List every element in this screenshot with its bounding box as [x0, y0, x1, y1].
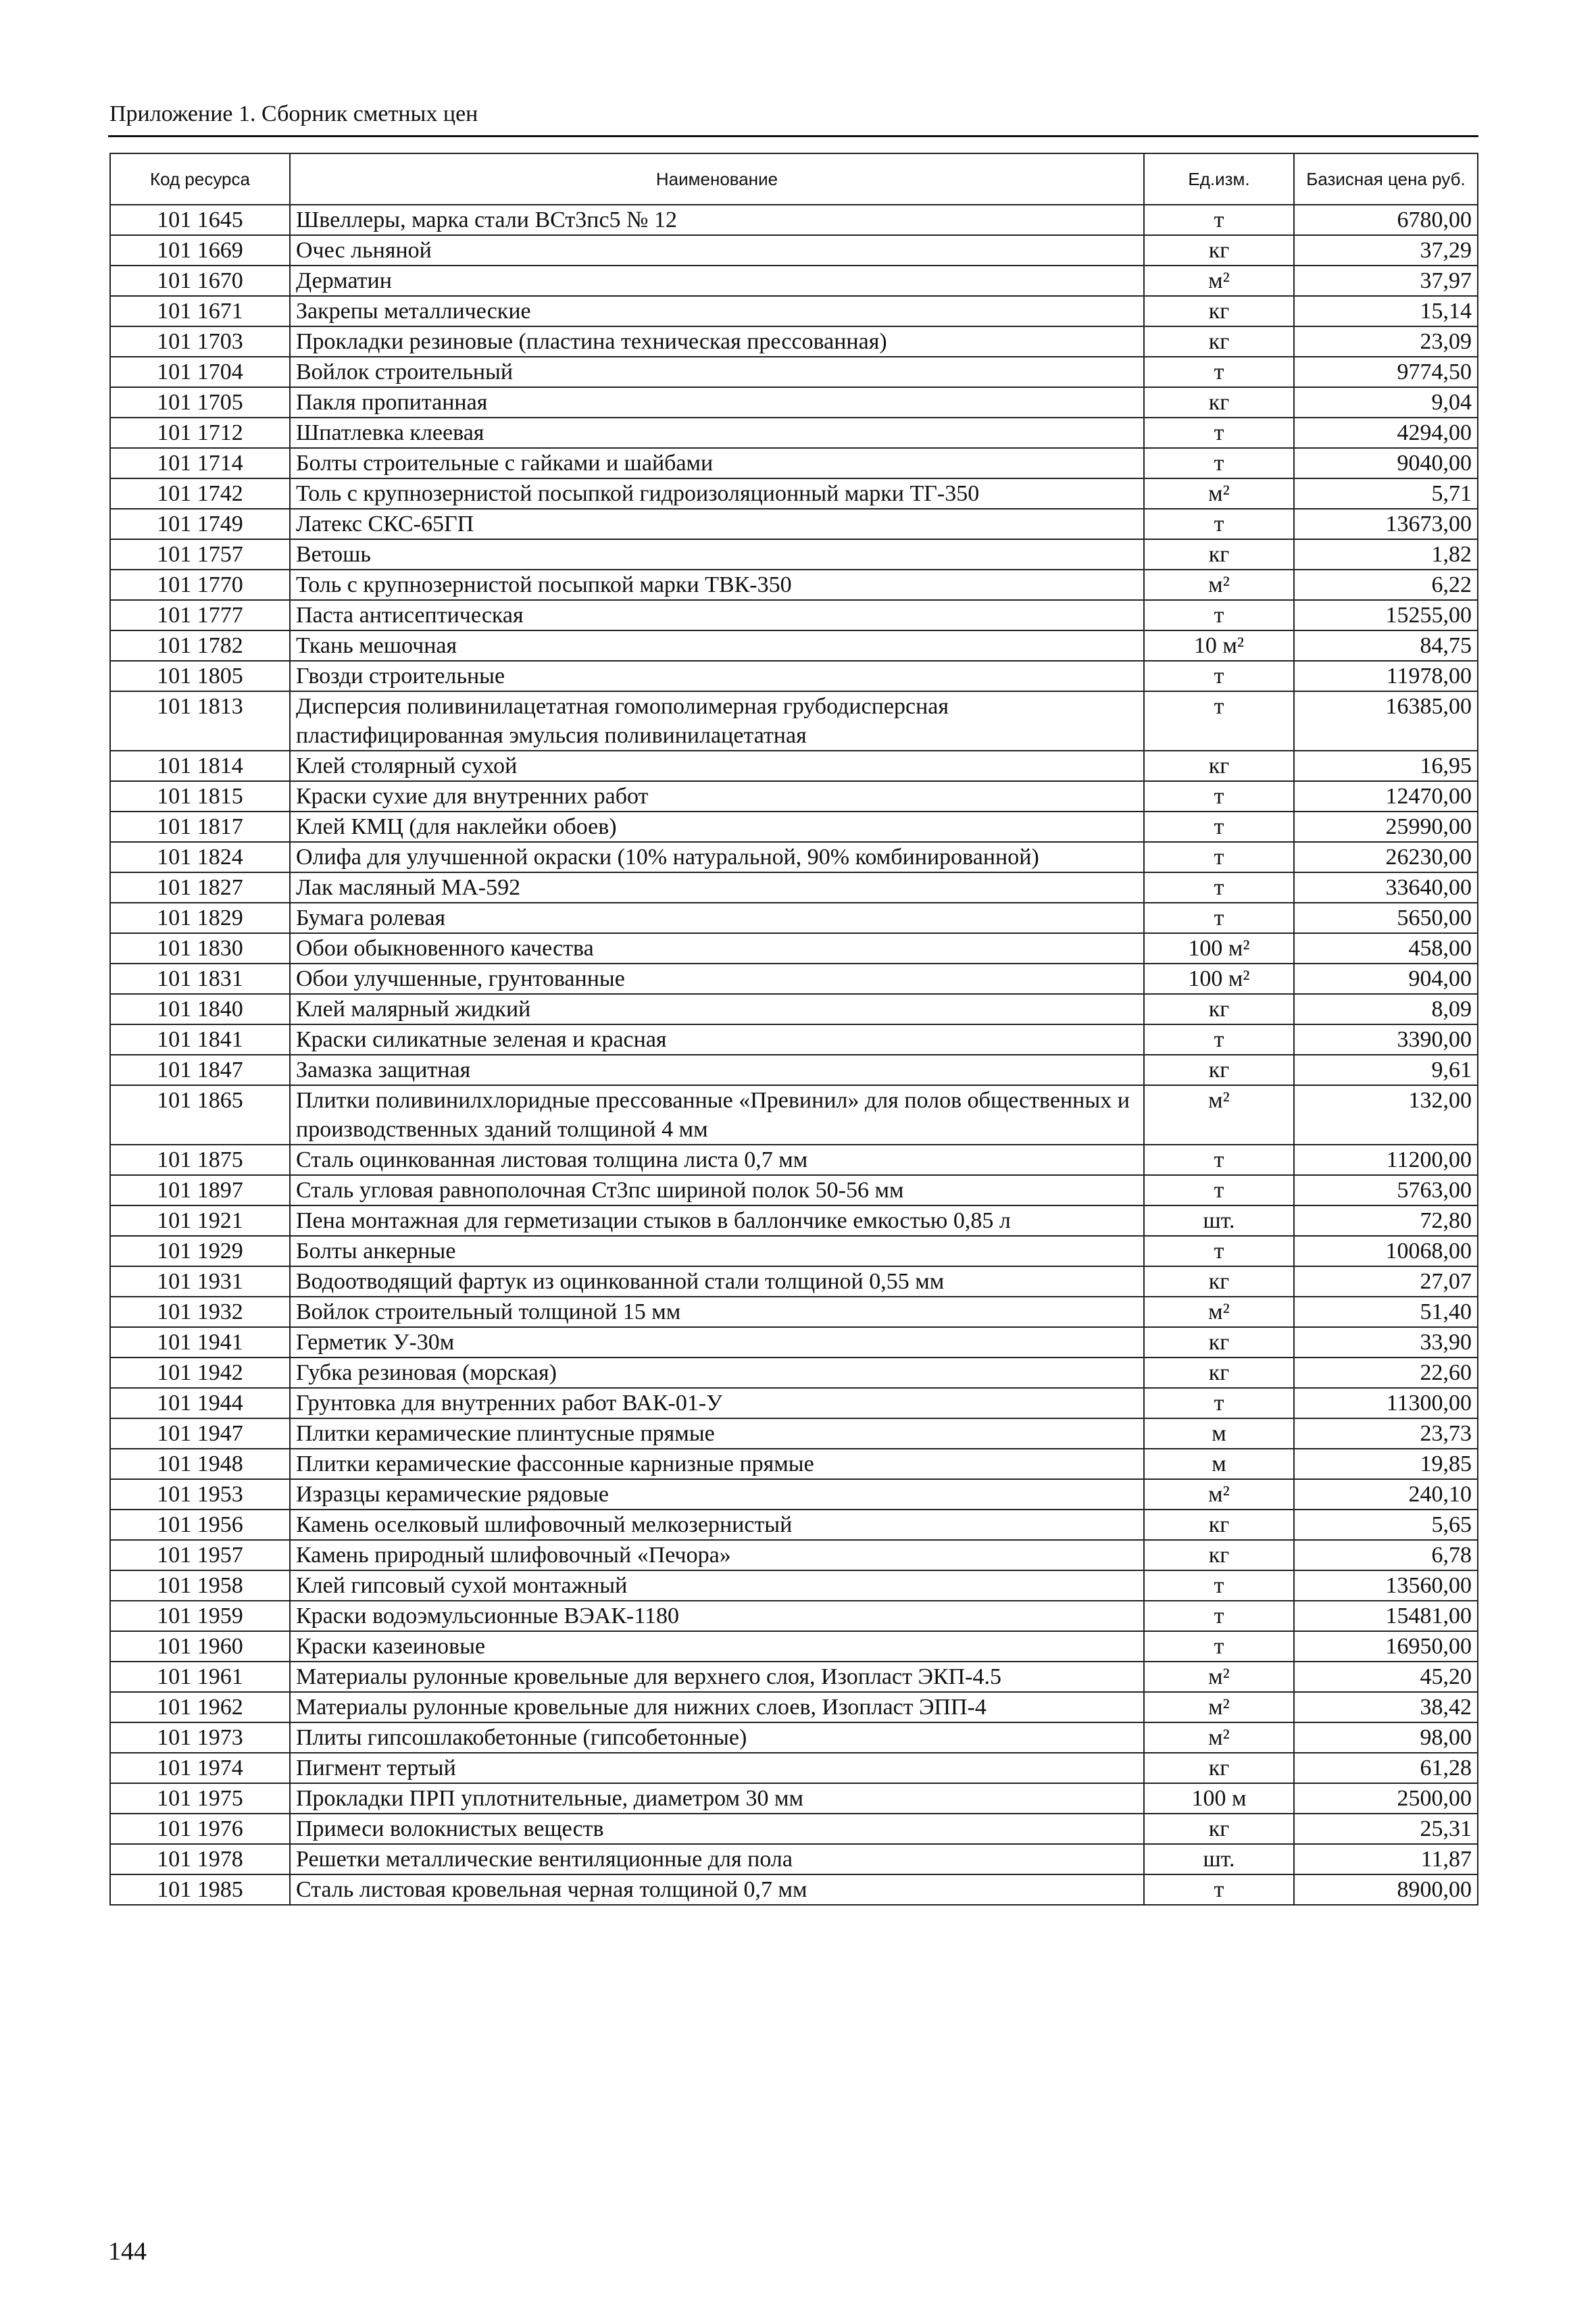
- price-cell: 61,28: [1294, 1753, 1478, 1783]
- name-cell: Клей столярный сухой: [290, 751, 1144, 781]
- resource-code-cell: 101 1941: [110, 1327, 290, 1358]
- price-cell: 3390,00: [1294, 1024, 1478, 1055]
- unit-cell: м: [1144, 1449, 1294, 1479]
- header-divider: [108, 135, 1478, 137]
- table-row: [110, 1783, 1478, 1814]
- price-cell: 16385,00: [1294, 691, 1478, 751]
- unit-cell: м²: [1144, 1479, 1294, 1510]
- table-row: [110, 1236, 1478, 1266]
- unit-cell: т: [1144, 842, 1294, 872]
- name-cell: Лак масляный МА-592: [290, 872, 1144, 903]
- name-cell: Закрепы металлические: [290, 296, 1144, 326]
- table-row: [110, 1722, 1478, 1753]
- column-header-price: Базисная цена руб.: [1294, 153, 1478, 205]
- name-cell: Паста антисептическая: [290, 600, 1144, 630]
- name-cell: Дисперсия поливинилацетатная гомополимерная грубодисперсная пластифицированная эмульсия поливинилацетатная: [290, 691, 1144, 751]
- price-cell: 45,20: [1294, 1662, 1478, 1692]
- name-cell: Губка резиновая (морская): [290, 1358, 1144, 1388]
- table-header-row: [110, 153, 1478, 205]
- table-row: [110, 326, 1478, 357]
- unit-cell: м: [1144, 1418, 1294, 1449]
- unit-cell: кг: [1144, 326, 1294, 357]
- page-header: Приложение 1. Сборник сметных цен: [109, 101, 478, 126]
- price-cell: 8900,00: [1294, 1874, 1478, 1905]
- price-cell: 9,61: [1294, 1055, 1478, 1085]
- unit-cell: т: [1144, 781, 1294, 812]
- price-cell: 9774,50: [1294, 357, 1478, 387]
- resource-code-cell: 101 1824: [110, 842, 290, 872]
- resource-code-cell: 101 1770: [110, 570, 290, 600]
- name-cell: Обои обыкновенного качества: [290, 933, 1144, 964]
- resource-code-cell: 101 1669: [110, 235, 290, 266]
- resource-code-cell: 101 1931: [110, 1266, 290, 1297]
- unit-cell: т: [1144, 1175, 1294, 1205]
- table-row: [110, 842, 1478, 872]
- resource-code-cell: 101 1985: [110, 1874, 290, 1905]
- price-cell: 11200,00: [1294, 1145, 1478, 1175]
- table-row: [110, 1175, 1478, 1205]
- unit-cell: т: [1144, 1024, 1294, 1055]
- table-row: [110, 661, 1478, 691]
- name-cell: Обои улучшенные, грунтованные: [290, 964, 1144, 994]
- resource-code-cell: 101 1847: [110, 1055, 290, 1085]
- price-cell: 12470,00: [1294, 781, 1478, 812]
- name-cell: Шпатлевка клеевая: [290, 418, 1144, 448]
- unit-cell: кг: [1144, 1540, 1294, 1570]
- table-row: [110, 751, 1478, 781]
- table-row: [110, 933, 1478, 964]
- price-cell: 19,85: [1294, 1449, 1478, 1479]
- name-cell: Гвозди строительные: [290, 661, 1144, 691]
- price-cell: 458,00: [1294, 933, 1478, 964]
- name-cell: Материалы рулонные кровельные для нижних слоев, Изопласт ЭПП-4: [290, 1692, 1144, 1722]
- resource-code-cell: 101 1932: [110, 1297, 290, 1327]
- table-row: [110, 235, 1478, 266]
- column-header-name: Наименование: [290, 153, 1144, 205]
- price-cell: 240,10: [1294, 1479, 1478, 1510]
- unit-cell: шт.: [1144, 1844, 1294, 1874]
- unit-cell: м²: [1144, 570, 1294, 600]
- resource-code-cell: 101 1703: [110, 326, 290, 357]
- price-cell: 9040,00: [1294, 448, 1478, 478]
- price-cell: 16950,00: [1294, 1631, 1478, 1662]
- resource-code-cell: 101 1714: [110, 448, 290, 478]
- price-cell: 904,00: [1294, 964, 1478, 994]
- resource-code-cell: 101 1956: [110, 1510, 290, 1540]
- name-cell: Решетки металлические вентиляционные для пола: [290, 1844, 1144, 1874]
- resource-code-cell: 101 1705: [110, 387, 290, 418]
- table-row: [110, 205, 1478, 235]
- table-row: [110, 1266, 1478, 1297]
- name-cell: Герметик У-30м: [290, 1327, 1144, 1358]
- table-row: [110, 1418, 1478, 1449]
- table-row: [110, 357, 1478, 387]
- resource-code-cell: 101 1757: [110, 539, 290, 570]
- unit-cell: т: [1144, 812, 1294, 842]
- table-row: [110, 1844, 1478, 1874]
- resource-code-cell: 101 1782: [110, 630, 290, 661]
- resource-code-cell: 101 1841: [110, 1024, 290, 1055]
- price-cell: 33,90: [1294, 1327, 1478, 1358]
- table-row: [110, 600, 1478, 630]
- unit-cell: т: [1144, 1570, 1294, 1601]
- price-cell: 132,00: [1294, 1085, 1478, 1145]
- name-cell: Очес льняной: [290, 235, 1144, 266]
- resource-code-cell: 101 1813: [110, 691, 290, 751]
- table-row: [110, 1814, 1478, 1844]
- table-row: [110, 1449, 1478, 1479]
- price-cell: 9,04: [1294, 387, 1478, 418]
- price-cell: 13673,00: [1294, 509, 1478, 539]
- unit-cell: кг: [1144, 1753, 1294, 1783]
- table-row: [110, 1540, 1478, 1570]
- unit-cell: т: [1144, 1145, 1294, 1175]
- name-cell: Примеси волокнистых веществ: [290, 1814, 1144, 1844]
- name-cell: Прокладки ПРП уплотнительные, диаметром 30 мм: [290, 1783, 1144, 1814]
- price-cell: 37,97: [1294, 266, 1478, 296]
- unit-cell: т: [1144, 691, 1294, 751]
- name-cell: Дерматин: [290, 266, 1144, 296]
- resource-code-cell: 101 1973: [110, 1722, 290, 1753]
- name-cell: Плитки керамические плинтусные прямые: [290, 1418, 1144, 1449]
- name-cell: Клей малярный жидкий: [290, 994, 1144, 1024]
- resource-code-cell: 101 1831: [110, 964, 290, 994]
- unit-cell: т: [1144, 1236, 1294, 1266]
- price-cell: 33640,00: [1294, 872, 1478, 903]
- table-row: [110, 1205, 1478, 1236]
- resource-code-cell: 101 1978: [110, 1844, 290, 1874]
- unit-cell: кг: [1144, 1055, 1294, 1085]
- price-cell: 13560,00: [1294, 1570, 1478, 1601]
- name-cell: Краски сухие для внутренних работ: [290, 781, 1144, 812]
- price-cell: 11300,00: [1294, 1388, 1478, 1418]
- table-row: [110, 1601, 1478, 1631]
- price-table: [109, 153, 1478, 1906]
- unit-cell: кг: [1144, 1358, 1294, 1388]
- resource-code-cell: 101 1742: [110, 478, 290, 509]
- unit-cell: кг: [1144, 1814, 1294, 1844]
- column-header-code: Код ресурса: [110, 153, 290, 205]
- name-cell: Войлок строительный: [290, 357, 1144, 387]
- name-cell: Пигмент тертый: [290, 1753, 1144, 1783]
- resource-code-cell: 101 1777: [110, 600, 290, 630]
- price-cell: 1,82: [1294, 539, 1478, 570]
- table-row: [110, 964, 1478, 994]
- resource-code-cell: 101 1948: [110, 1449, 290, 1479]
- table-row: [110, 266, 1478, 296]
- unit-cell: т: [1144, 205, 1294, 235]
- name-cell: Клей гипсовый сухой монтажный: [290, 1570, 1144, 1601]
- price-cell: 27,07: [1294, 1266, 1478, 1297]
- table-row: [110, 1662, 1478, 1692]
- name-cell: Сталь листовая кровельная черная толщиной 0,7 мм: [290, 1874, 1144, 1905]
- table-row: [110, 1145, 1478, 1175]
- price-cell: 37,29: [1294, 235, 1478, 266]
- price-cell: 72,80: [1294, 1205, 1478, 1236]
- resource-code-cell: 101 1645: [110, 205, 290, 235]
- name-cell: Толь с крупнозернистой посыпкой гидроизоляционный марки ТГ-350: [290, 478, 1144, 509]
- price-cell: 2500,00: [1294, 1783, 1478, 1814]
- unit-cell: кг: [1144, 994, 1294, 1024]
- resource-code-cell: 101 1976: [110, 1814, 290, 1844]
- name-cell: Водоотводящий фартук из оцинкованной стали толщиной 0,55 мм: [290, 1266, 1144, 1297]
- table-row: [110, 1327, 1478, 1358]
- price-cell: 98,00: [1294, 1722, 1478, 1753]
- table-row: [110, 1055, 1478, 1085]
- table-row: [110, 1479, 1478, 1510]
- table-row: [110, 1024, 1478, 1055]
- name-cell: Сталь угловая равнополочная Ст3пс шириной полок 50-56 мм: [290, 1175, 1144, 1205]
- name-cell: Бумага ролевая: [290, 903, 1144, 933]
- table-row: [110, 1874, 1478, 1905]
- resource-code-cell: 101 1749: [110, 509, 290, 539]
- name-cell: Клей КМЦ (для наклейки обоев): [290, 812, 1144, 842]
- resource-code-cell: 101 1865: [110, 1085, 290, 1145]
- price-cell: 15,14: [1294, 296, 1478, 326]
- unit-cell: т: [1144, 600, 1294, 630]
- unit-cell: кг: [1144, 751, 1294, 781]
- table-row: [110, 1510, 1478, 1540]
- resource-code-cell: 101 1805: [110, 661, 290, 691]
- price-cell: 5,71: [1294, 478, 1478, 509]
- name-cell: Войлок строительный толщиной 15 мм: [290, 1297, 1144, 1327]
- resource-code-cell: 101 1929: [110, 1236, 290, 1266]
- unit-cell: кг: [1144, 1266, 1294, 1297]
- resource-code-cell: 101 1704: [110, 357, 290, 387]
- resource-code-cell: 101 1944: [110, 1388, 290, 1418]
- name-cell: Замазка защитная: [290, 1055, 1144, 1085]
- resource-code-cell: 101 1962: [110, 1692, 290, 1722]
- table-row: [110, 1692, 1478, 1722]
- unit-cell: м²: [1144, 478, 1294, 509]
- table-row: [110, 1631, 1478, 1662]
- resource-code-cell: 101 1961: [110, 1662, 290, 1692]
- resource-code-cell: 101 1953: [110, 1479, 290, 1510]
- price-cell: 15481,00: [1294, 1601, 1478, 1631]
- table-row: [110, 781, 1478, 812]
- unit-cell: т: [1144, 661, 1294, 691]
- price-cell: 11,87: [1294, 1844, 1478, 1874]
- resource-code-cell: 101 1975: [110, 1783, 290, 1814]
- resource-code-cell: 101 1897: [110, 1175, 290, 1205]
- table-row: [110, 539, 1478, 570]
- unit-cell: т: [1144, 872, 1294, 903]
- price-cell: 11978,00: [1294, 661, 1478, 691]
- table-row: [110, 296, 1478, 326]
- unit-cell: кг: [1144, 1327, 1294, 1358]
- table-row: [110, 1358, 1478, 1388]
- table-row: [110, 448, 1478, 478]
- unit-cell: 100 м²: [1144, 933, 1294, 964]
- unit-cell: шт.: [1144, 1205, 1294, 1236]
- price-cell: 22,60: [1294, 1358, 1478, 1388]
- unit-cell: т: [1144, 1874, 1294, 1905]
- name-cell: Грунтовка для внутренних работ ВАК-01-У: [290, 1388, 1144, 1418]
- name-cell: Болты строительные с гайками и шайбами: [290, 448, 1144, 478]
- price-cell: 4294,00: [1294, 418, 1478, 448]
- unit-cell: т: [1144, 357, 1294, 387]
- table-row: [110, 509, 1478, 539]
- name-cell: Плиты гипсошлакобетонные (гипсобетонные): [290, 1722, 1144, 1753]
- table-row: [110, 1753, 1478, 1783]
- name-cell: Камень оселковый шлифовочный мелкозернистый: [290, 1510, 1144, 1540]
- unit-cell: т: [1144, 418, 1294, 448]
- name-cell: Краски казеиновые: [290, 1631, 1144, 1662]
- name-cell: Толь с крупнозернистой посыпкой марки ТВК-350: [290, 570, 1144, 600]
- unit-cell: кг: [1144, 539, 1294, 570]
- name-cell: Краски водоэмульсионные ВЭАК-1180: [290, 1601, 1144, 1631]
- unit-cell: т: [1144, 1601, 1294, 1631]
- unit-cell: 100 м²: [1144, 964, 1294, 994]
- price-cell: 10068,00: [1294, 1236, 1478, 1266]
- name-cell: Материалы рулонные кровельные для верхнего слоя, Изопласт ЭКП-4.5: [290, 1662, 1144, 1692]
- name-cell: Ткань мешочная: [290, 630, 1144, 661]
- unit-cell: 10 м²: [1144, 630, 1294, 661]
- resource-code-cell: 101 1840: [110, 994, 290, 1024]
- name-cell: Швеллеры, марка стали ВСт3пс5 № 12: [290, 205, 1144, 235]
- name-cell: Плитки поливинилхлоридные прессованные «Превинил» для полов общественных и производственных зданий толщиной 4 мм: [290, 1085, 1144, 1145]
- unit-cell: т: [1144, 448, 1294, 478]
- resource-code-cell: 101 1947: [110, 1418, 290, 1449]
- price-cell: 51,40: [1294, 1297, 1478, 1327]
- unit-cell: м²: [1144, 1085, 1294, 1145]
- unit-cell: т: [1144, 1388, 1294, 1418]
- price-cell: 16,95: [1294, 751, 1478, 781]
- table-row: [110, 570, 1478, 600]
- unit-cell: м²: [1144, 1692, 1294, 1722]
- resource-code-cell: 101 1829: [110, 903, 290, 933]
- table-row: [110, 1085, 1478, 1145]
- table-row: [110, 1297, 1478, 1327]
- table-body: [110, 205, 1478, 1905]
- table-row: [110, 1388, 1478, 1418]
- price-cell: 84,75: [1294, 630, 1478, 661]
- price-cell: 5763,00: [1294, 1175, 1478, 1205]
- price-cell: 5,65: [1294, 1510, 1478, 1540]
- table-row: [110, 872, 1478, 903]
- price-cell: 6780,00: [1294, 205, 1478, 235]
- unit-cell: м²: [1144, 266, 1294, 296]
- resource-code-cell: 101 1960: [110, 1631, 290, 1662]
- resource-code-cell: 101 1957: [110, 1540, 290, 1570]
- name-cell: Плитки керамические фассонные карнизные прямые: [290, 1449, 1144, 1479]
- table-row: [110, 478, 1478, 509]
- resource-code-cell: 101 1815: [110, 781, 290, 812]
- name-cell: Болты анкерные: [290, 1236, 1144, 1266]
- resource-code-cell: 101 1921: [110, 1205, 290, 1236]
- resource-code-cell: 101 1942: [110, 1358, 290, 1388]
- resource-code-cell: 101 1958: [110, 1570, 290, 1601]
- unit-cell: т: [1144, 1631, 1294, 1662]
- price-cell: 25990,00: [1294, 812, 1478, 842]
- price-cell: 8,09: [1294, 994, 1478, 1024]
- table-row: [110, 418, 1478, 448]
- name-cell: Олифа для улучшенной окраски (10% натуральной, 90% комбинированной): [290, 842, 1144, 872]
- table-row: [110, 903, 1478, 933]
- resource-code-cell: 101 1875: [110, 1145, 290, 1175]
- table-row: [110, 630, 1478, 661]
- unit-cell: кг: [1144, 387, 1294, 418]
- table-row: [110, 691, 1478, 751]
- name-cell: Пена монтажная для герметизации стыков в баллончике емкостью 0,85 л: [290, 1205, 1144, 1236]
- unit-cell: т: [1144, 903, 1294, 933]
- table-row: [110, 812, 1478, 842]
- unit-cell: кг: [1144, 1510, 1294, 1540]
- price-cell: 23,09: [1294, 326, 1478, 357]
- resource-code-cell: 101 1974: [110, 1753, 290, 1783]
- name-cell: Прокладки резиновые (пластина техническая прессованная): [290, 326, 1144, 357]
- name-cell: Пакля пропитанная: [290, 387, 1144, 418]
- unit-cell: кг: [1144, 296, 1294, 326]
- unit-cell: кг: [1144, 235, 1294, 266]
- table-row: [110, 994, 1478, 1024]
- column-header-unit: Ед.изм.: [1144, 153, 1294, 205]
- price-cell: 15255,00: [1294, 600, 1478, 630]
- price-cell: 38,42: [1294, 1692, 1478, 1722]
- resource-code-cell: 101 1827: [110, 872, 290, 903]
- name-cell: Камень природный шлифовочный «Печора»: [290, 1540, 1144, 1570]
- unit-cell: м²: [1144, 1662, 1294, 1692]
- unit-cell: т: [1144, 509, 1294, 539]
- name-cell: Изразцы керамические рядовые: [290, 1479, 1144, 1510]
- price-cell: 26230,00: [1294, 842, 1478, 872]
- unit-cell: м²: [1144, 1297, 1294, 1327]
- name-cell: Краски силикатные зеленая и красная: [290, 1024, 1144, 1055]
- table-row: [110, 387, 1478, 418]
- price-cell: 6,22: [1294, 570, 1478, 600]
- resource-code-cell: 101 1959: [110, 1601, 290, 1631]
- price-cell: 6,78: [1294, 1540, 1478, 1570]
- resource-code-cell: 101 1670: [110, 266, 290, 296]
- unit-cell: м²: [1144, 1722, 1294, 1753]
- resource-code-cell: 101 1830: [110, 933, 290, 964]
- resource-code-cell: 101 1817: [110, 812, 290, 842]
- unit-cell: 100 м: [1144, 1783, 1294, 1814]
- price-cell: 5650,00: [1294, 903, 1478, 933]
- name-cell: Латекс СКС-65ГП: [290, 509, 1144, 539]
- price-cell: 23,73: [1294, 1418, 1478, 1449]
- table-row: [110, 1570, 1478, 1601]
- name-cell: Ветошь: [290, 539, 1144, 570]
- resource-code-cell: 101 1814: [110, 751, 290, 781]
- page-number: 144: [108, 2237, 147, 2266]
- price-cell: 25,31: [1294, 1814, 1478, 1844]
- resource-code-cell: 101 1712: [110, 418, 290, 448]
- name-cell: Сталь оцинкованная листовая толщина листа 0,7 мм: [290, 1145, 1144, 1175]
- resource-code-cell: 101 1671: [110, 296, 290, 326]
